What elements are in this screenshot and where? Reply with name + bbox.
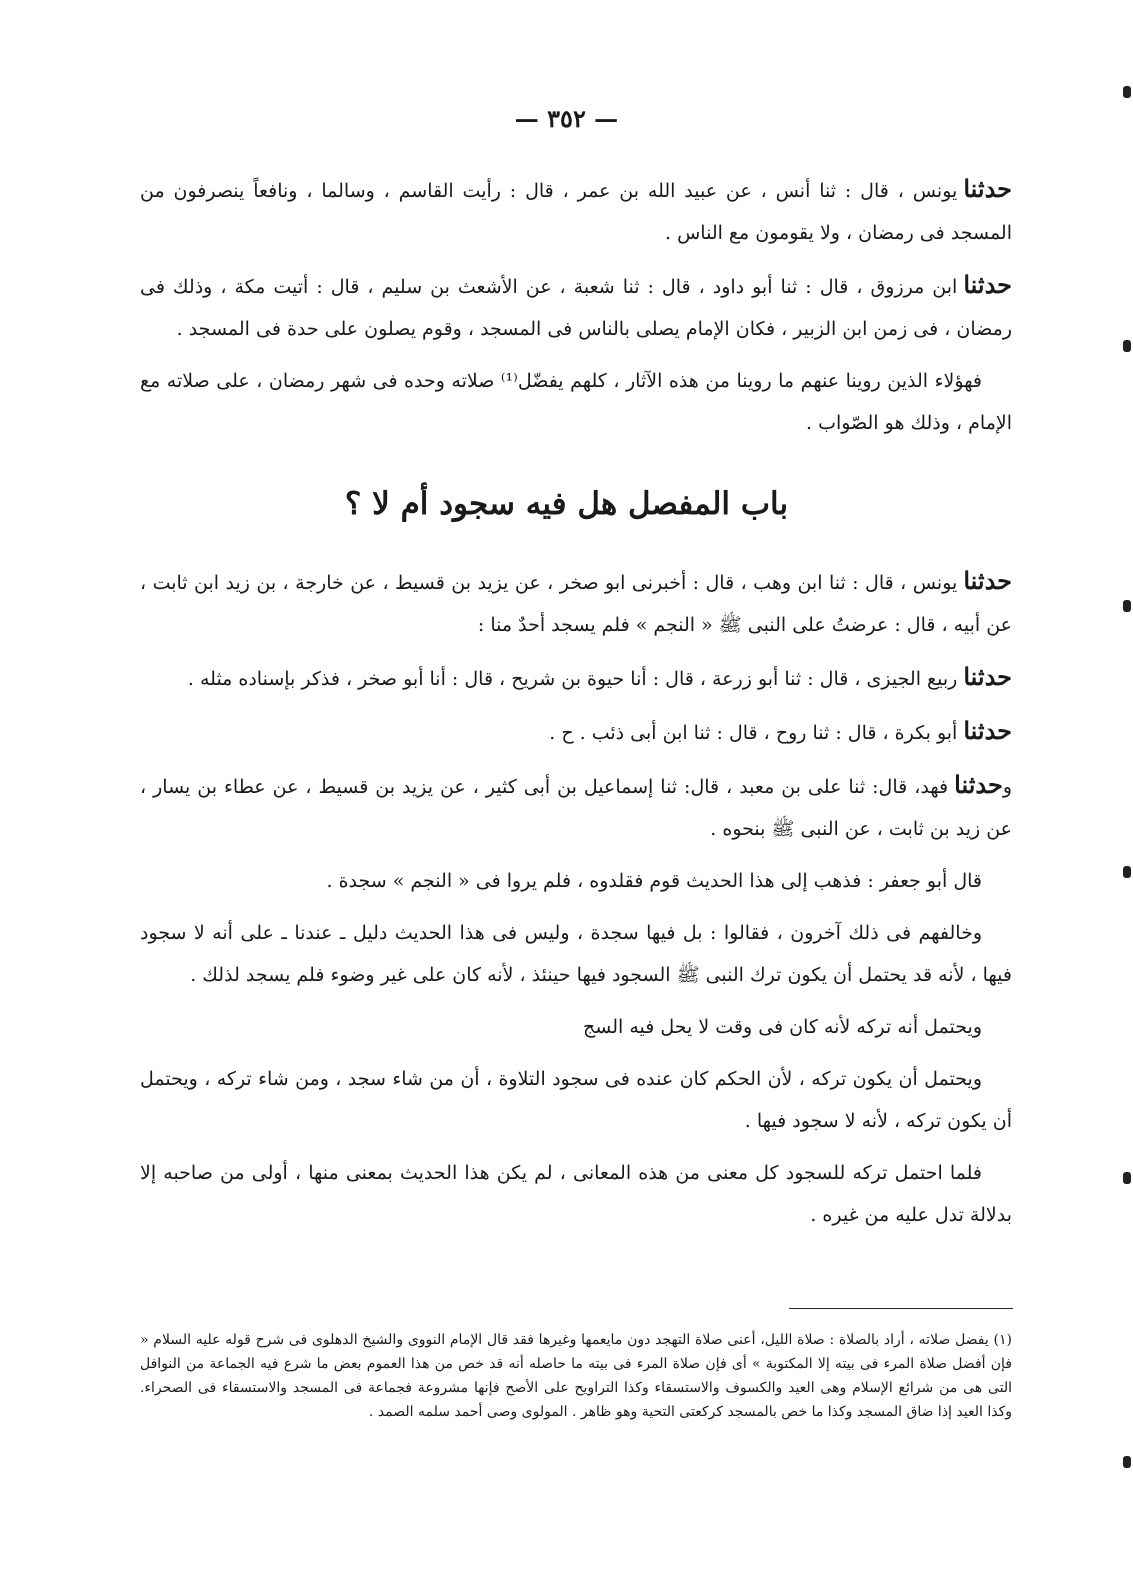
paragraph-text: وخالفهم فى ذلك آخرون ، فقالوا : بل فيها سجدة ، وليس فى هذا الحديث دليل ـ عندنا ـ على أنه لا سجود فيها ، لأنه قد يحتمل أن يكون ترك النبى ﷺ السجود فيها حينئذ ، لأنه كان على غير وضوء فلم يسجد لذلك . <box>140 922 1012 986</box>
paragraph-text: ويحتمل أن يكون تركه ، لأن الحكم كان عنده فى سجود التلاوة ، أن من شاء سجد ، ومن شاء تركه ، ويحتمل أن يكون تركه ، لأنه لا سجود فيها . <box>140 1068 1012 1132</box>
section-text-top <box>140 168 1012 454</box>
paragraph-text: ويحتمل أنه تركه لأنه كان فى وقت لا يحل فيه السج <box>583 1016 982 1038</box>
paragraph-prefix: و <box>1002 776 1012 798</box>
haddathana-word: حدثنا <box>963 270 1012 299</box>
page-number: — ٣٥٢ — <box>514 104 619 133</box>
margin-mark <box>1123 866 1131 878</box>
paragraph <box>140 560 1012 646</box>
haddathana-word: حدثنا <box>963 566 1012 595</box>
paragraph <box>140 168 1012 254</box>
paragraph <box>140 764 1012 850</box>
paragraph <box>140 1006 1012 1048</box>
margin-mark <box>1123 600 1131 612</box>
paragraph <box>140 912 1012 996</box>
chapter-heading: باب المفصل هل فيه سجود أم لا ؟ <box>344 486 789 522</box>
haddathana-word: حدثنا <box>963 662 1012 691</box>
paragraph <box>140 860 1012 902</box>
paragraph <box>140 1058 1012 1142</box>
paragraph <box>140 264 1012 350</box>
margin-mark <box>1123 86 1131 98</box>
paragraph <box>140 1152 1012 1236</box>
paragraph-text: ابن مرزوق ، قال : ثنا أبو داود ، قال : ثنا شعبة ، عن الأشعث بن سليم ، قال : أتيت مكة ، وذلك فى رمضان ، فى زمن ابن الزبير ، فكان الإمام يصلى بالناس فى المسجد ، وقوم يصلون على حدة فى المسجد . <box>140 276 1012 340</box>
margin-mark <box>1123 1456 1131 1468</box>
footnote-separator <box>789 1308 1013 1309</box>
margin-mark <box>1123 340 1131 352</box>
paragraph <box>140 656 1012 700</box>
paragraph-text: فلما احتمل تركه للسجود كل معنى من هذه المعانى ، لم يكن هذا الحديث بمعنى منها ، أولى من صاحبه إلا بدلالة تدل عليه من غيره . <box>140 1162 1012 1226</box>
paragraph-text: قال أبو جعفر : فذهب إلى هذا الحديث قوم فقلدوه ، فلم يروا فى « النجم » سجدة . <box>326 870 982 892</box>
paragraph-text: ربيع الجيزى ، قال : ثنا أبو زرعة ، قال : أنا حيوة بن شريح ، قال : أنا أبو صخر ، فذكر بإسناده مثله . <box>187 668 958 690</box>
paragraph-text: يونس ، قال : ثنا ابن وهب ، قال : أخبرنى ابو صخر ، عن يزيد بن قسيط ، عن خارجة ، بن زيد ابن ثابت ، عن أبيه ، قال : عرضتُ على النبى ﷺ « النجم » فلم يسجد أحدٌ منا : <box>140 572 1012 636</box>
haddathana-word: حدثنا <box>963 174 1012 203</box>
paragraph-text: أبو بكرة ، قال : ثنا روح ، قال : ثنا ابن أبى ذئب . ح . <box>549 722 958 744</box>
paragraph-text: فهؤلاء الذين روينا عنهم ما روينا من هذه الآثار ، كلهم يفضّل⁽¹⁾ صلاته وحده فى شهر رمضان ، على صلاته مع الإمام ، وذلك هو الصّواب . <box>140 370 1012 434</box>
footnote: (١) يفضل صلاته ، أراد بالصلاة : صلاة الليل، أعنى صلاة التهجد دون مايعمها وغيرها فقد قال الإمام النووى والشيخ الدهلوى فى شرح قوله عليه السلام « فإن أفضل صلاة المرء فى بيته إلا المكتوبة » أى فإن صلاة المرء فى بيته ما حاصله أنه قد خص من هذا العموم بعض ما شرع فيه الجماعة من النوافل التى هى من شرائع الإسلام وهى العيد والكسوف والاستسقاء وكذا التراويح على الأصح فإنها مشروعة فجماعة فى المسجد والاستسقاء فى الصحراء. وكذا العيد إذا ضاق المسجد وكذا ما خص بالمسجد كركعتى التحية وهو ظاهر . المولوى وصى أحمد سلمه الصمد . <box>140 1332 1012 1420</box>
section-text-main <box>140 560 1012 1246</box>
haddathana-word: حدثنا <box>954 770 1003 799</box>
paragraph-text: فهد، قال: ثنا على بن معبد ، قال: ثنا إسماعيل بن أبى كثير ، عن يزيد بن قسيط ، عن عطاء بن يسار ، عن زيد بن ثابت ، عن النبى ﷺ بنحوه . <box>140 776 1012 840</box>
haddathana-word: حدثنا <box>963 716 1012 745</box>
paragraph-text: يونس ، قال : ثنا أنس ، عن عبيد الله بن عمر ، قال : رأيت القاسم ، وسالما ، ونافعاً ينصرفون من المسجد فى رمضان ، ولا يقومون مع الناس . <box>140 180 1012 244</box>
margin-mark <box>1123 1172 1131 1184</box>
paragraph <box>140 360 1012 444</box>
paragraph <box>140 710 1012 754</box>
